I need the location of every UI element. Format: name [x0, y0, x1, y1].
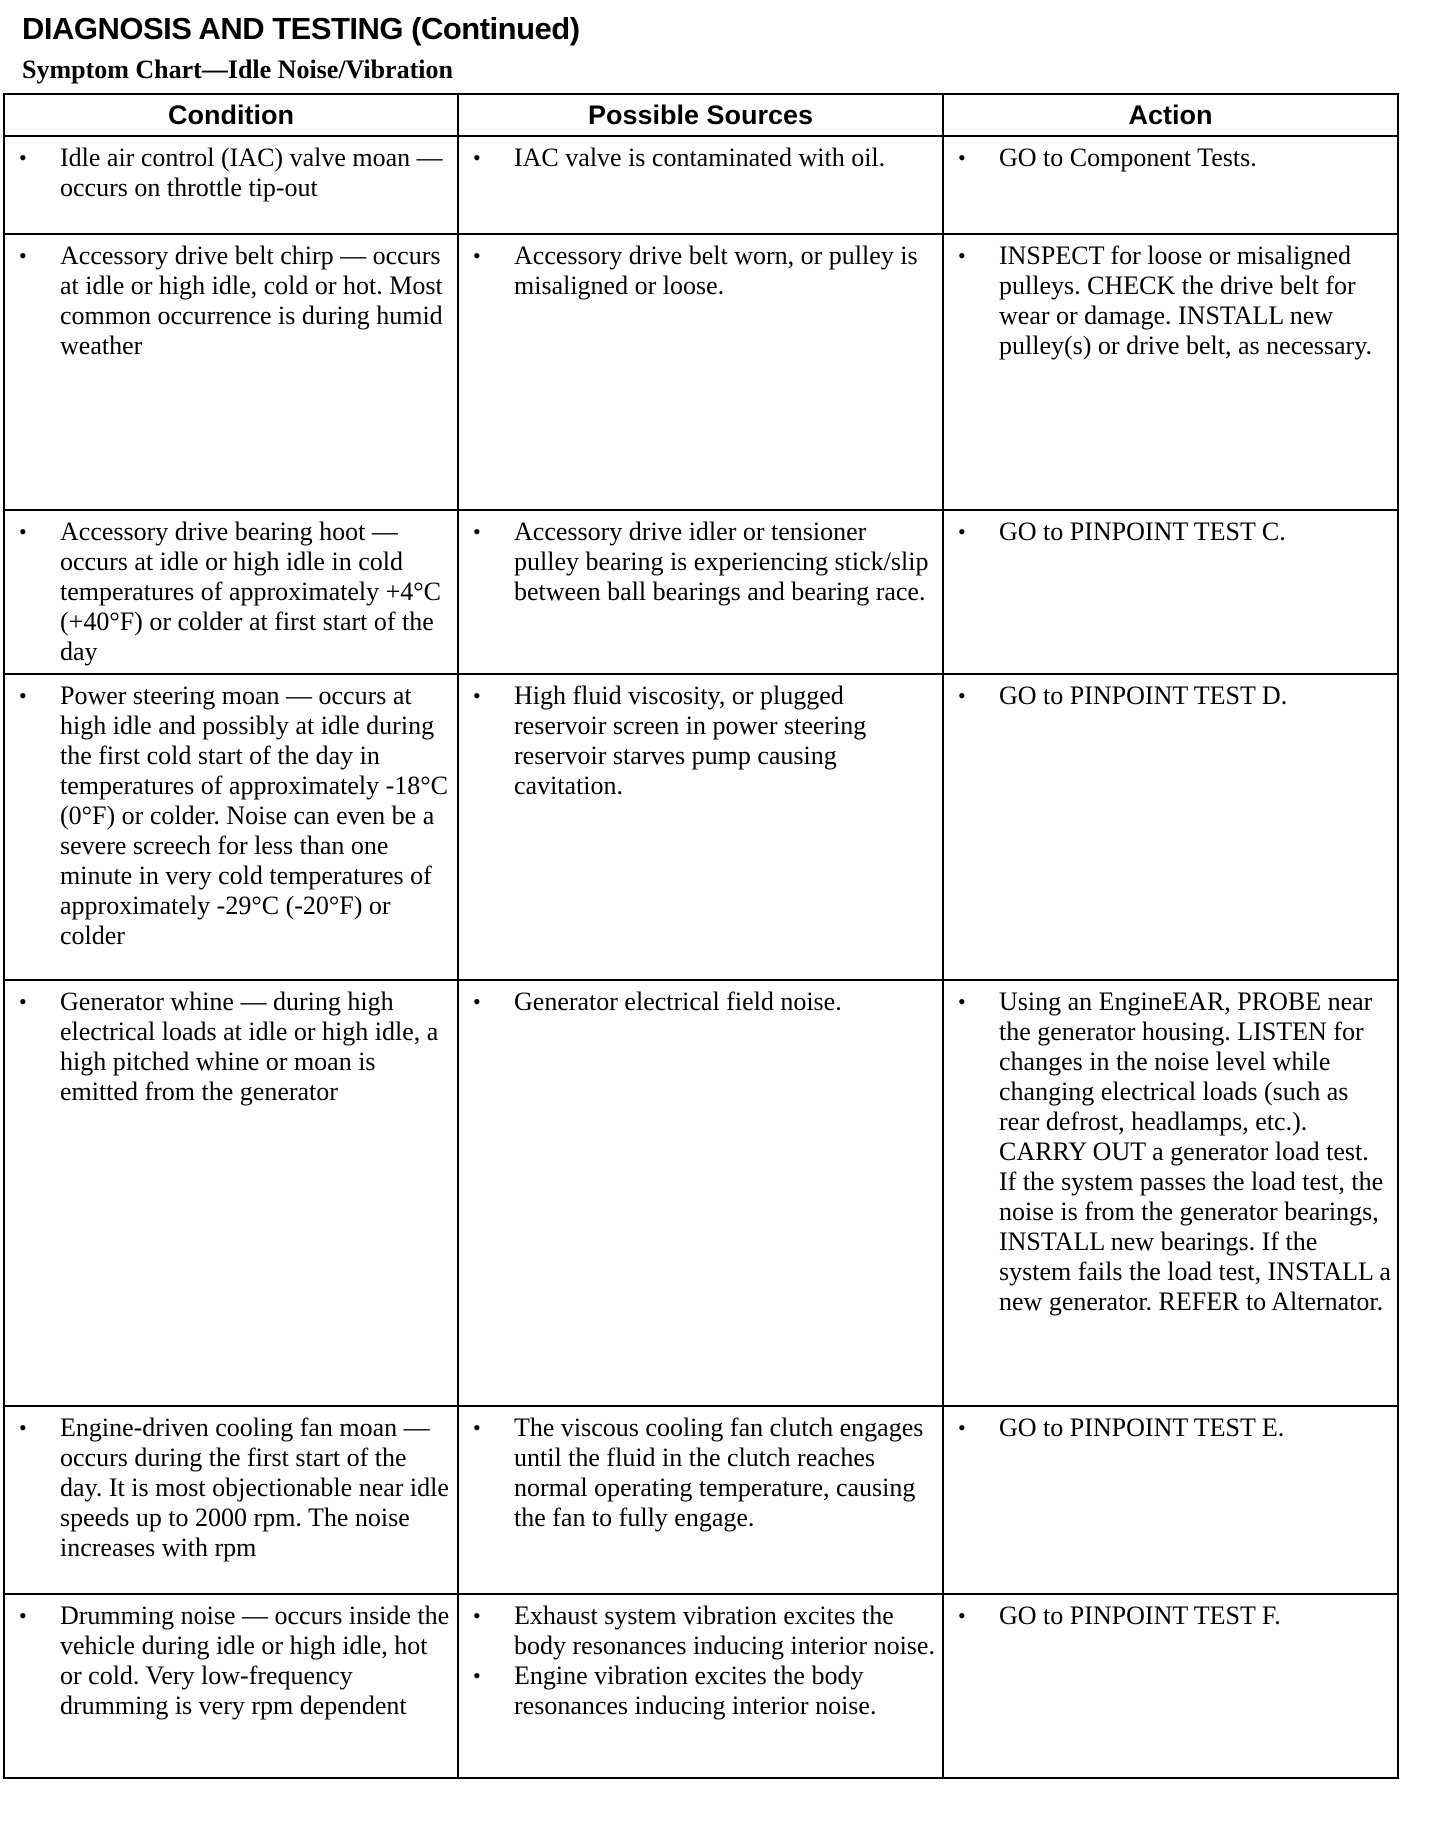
condition-text: Accessory drive bearing hoot — occurs at idle or high idle in cold temperatures of approximately +4°C (+40°F) or colder at first start of the day [60, 517, 441, 666]
list-item [5, 681, 451, 951]
bullet-icon: • [19, 989, 27, 1014]
bullet-icon: • [473, 1663, 481, 1688]
action-cell [943, 136, 1398, 234]
bullet-icon: • [958, 1415, 966, 1440]
list-item [5, 517, 451, 667]
bullet-icon: • [19, 145, 27, 170]
sources-cell [458, 234, 943, 510]
action-text: Using an EngineEAR, PROBE near the generator housing. LISTEN for changes in the noise level while changing electrical loads (such as rear defrost, headlamps, etc.). CARRY OUT a generator load test. If the system passes the load test, the noise is from the generator bearings, INSTALL new bearings. If the system fails the load test, INSTALL a new generator. REFER to Alternator. [999, 987, 1391, 1316]
condition-text: Accessory drive belt chirp — occurs at idle or high idle, cold or hot. Most common occurrence is during humid weather [60, 241, 443, 360]
condition-text: Generator whine — during high electrical loads at idle or high idle, a high pitched whine or moan is emitted from the generator [60, 987, 439, 1106]
bullet-icon: • [473, 243, 481, 268]
list-item [944, 681, 1391, 711]
symptom-chart-table [3, 93, 1399, 1779]
list-item [5, 1413, 451, 1563]
bullet-icon: • [19, 243, 27, 268]
action-text: GO to PINPOINT TEST F. [999, 1601, 1281, 1630]
table-row [4, 1406, 1398, 1594]
condition-cell [4, 136, 458, 234]
table-row [4, 136, 1398, 234]
source-text: The viscous cooling fan clutch engages until the fluid in the clutch reaches normal operating temperature, causing the fan to fully engage. [514, 1413, 924, 1532]
source-text: IAC valve is contaminated with oil. [514, 143, 886, 172]
list-item [459, 241, 936, 301]
source-text: High fluid viscosity, or plugged reservoir screen in power steering reservoir starves pump causing cavitation. [514, 681, 867, 800]
condition-cell [4, 674, 458, 980]
action-cell [943, 980, 1398, 1406]
bullet-icon: • [473, 145, 481, 170]
condition-text: Engine-driven cooling fan moan — occurs during the first start of the day. It is most objectionable near idle speeds up to 2000 rpm. The noise increases with rpm [60, 1413, 449, 1562]
condition-text: Power steering moan — occurs at high idle and possibly at idle during the first cold start of the day in temperatures of approximately -18°C (0°F) or colder. Noise can even be a severe screech for less than one minute in very cold temperatures of approximately -29°C (-20°F) or colder [60, 681, 448, 950]
condition-text: Drumming noise — occurs inside the vehicle during idle or high idle, hot or cold. Very low-frequency drumming is very rpm dependent [60, 1601, 450, 1720]
table-row [4, 510, 1398, 674]
bullet-icon: • [473, 1415, 481, 1440]
source-text: Accessory drive belt worn, or pulley is misaligned or loose. [514, 241, 918, 300]
action-cell [943, 234, 1398, 510]
list-item [459, 681, 936, 801]
condition-cell [4, 234, 458, 510]
table-row [4, 980, 1398, 1406]
bullet-icon: • [19, 519, 27, 544]
action-cell [943, 1594, 1398, 1778]
sources-cell [458, 1594, 943, 1778]
list-item [944, 517, 1391, 547]
source-text: Accessory drive idler or tensioner pulley bearing is experiencing stick/slip between ball bearings and bearing race. [514, 517, 929, 606]
column-header-condition: Condition [4, 94, 458, 136]
source-text: Exhaust system vibration excites the body resonances inducing interior noise. [514, 1601, 935, 1660]
bullet-icon: • [19, 683, 27, 708]
source-text: Generator electrical field noise. [514, 987, 842, 1016]
bullet-icon: • [473, 683, 481, 708]
bullet-icon: • [958, 1603, 966, 1628]
list-item [944, 241, 1391, 361]
bullet-icon: • [958, 519, 966, 544]
list-item [459, 1413, 936, 1533]
list-item [459, 987, 936, 1017]
list-item [5, 1601, 451, 1721]
condition-cell [4, 1594, 458, 1778]
sources-cell [458, 980, 943, 1406]
chart-subtitle: Symptom Chart—Idle Noise/Vibration [22, 55, 453, 84]
bullet-icon: • [958, 243, 966, 268]
action-text: GO to PINPOINT TEST C. [999, 517, 1286, 546]
list-item [944, 1413, 1391, 1443]
condition-cell [4, 510, 458, 674]
document-page [22, 8, 1422, 90]
table-row [4, 674, 1398, 980]
action-text: GO to Component Tests. [999, 143, 1257, 172]
condition-cell [4, 1406, 458, 1594]
action-text: INSPECT for loose or misaligned pulleys. CHECK the drive belt for wear or damage. INSTALL new pulley(s) or drive belt, as necessary. [999, 241, 1373, 360]
bullet-icon: • [958, 683, 966, 708]
column-header-possible-sources: Possible Sources [458, 94, 943, 136]
bullet-icon: • [473, 1603, 481, 1628]
list-item [944, 143, 1391, 173]
list-item [459, 1661, 936, 1721]
bullet-icon: • [958, 989, 966, 1014]
sources-cell [458, 136, 943, 234]
page-title: DIAGNOSIS AND TESTING (Continued) [22, 11, 580, 46]
table-row [4, 234, 1398, 510]
list-item [5, 987, 451, 1107]
list-item [944, 987, 1391, 1317]
table-row [4, 1594, 1398, 1778]
action-cell [943, 510, 1398, 674]
bullet-icon: • [19, 1603, 27, 1628]
sources-cell [458, 510, 943, 674]
action-text: GO to PINPOINT TEST D. [999, 681, 1288, 710]
action-text: GO to PINPOINT TEST E. [999, 1413, 1285, 1442]
condition-text: Idle air control (IAC) valve moan — occurs on throttle tip-out [60, 143, 443, 202]
list-item [5, 241, 451, 361]
sources-cell [458, 1406, 943, 1594]
list-item [944, 1601, 1391, 1631]
bullet-icon: • [473, 989, 481, 1014]
bullet-icon: • [19, 1415, 27, 1440]
sources-cell [458, 674, 943, 980]
list-item [5, 143, 451, 203]
bullet-icon: • [473, 519, 481, 544]
list-item [459, 1601, 936, 1661]
table-header-row [4, 94, 1398, 136]
source-text: Engine vibration excites the body resonances inducing interior noise. [514, 1661, 877, 1720]
column-header-action: Action [943, 94, 1398, 136]
bullet-icon: • [958, 145, 966, 170]
condition-cell [4, 980, 458, 1406]
action-cell [943, 674, 1398, 980]
action-cell [943, 1406, 1398, 1594]
list-item [459, 517, 936, 607]
list-item [459, 143, 936, 173]
